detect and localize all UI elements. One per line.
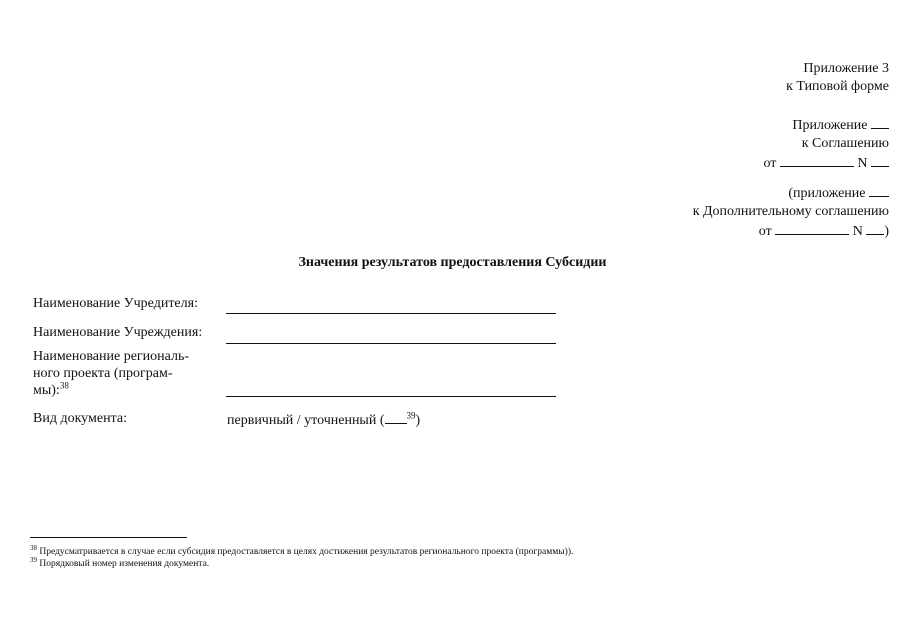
supplement-line-1	[693, 183, 889, 203]
supplement-appendix-blank	[869, 183, 889, 197]
appendix-line-2: к Типовой форме	[786, 79, 889, 94]
project-label-line-3	[33, 382, 189, 399]
supplement-block	[693, 183, 889, 241]
doc-type-value	[227, 410, 420, 429]
project-label-line-2: ного проекта (програм-	[33, 366, 173, 381]
agreement-number-blank	[871, 153, 889, 167]
doc-type-close-paren: )	[415, 413, 421, 428]
doc-type-label: Вид документа:	[33, 411, 127, 426]
supplement-number-blank	[866, 221, 884, 235]
footnote-39-ref: 39	[30, 555, 37, 564]
agreement-line-2: к Соглашению	[801, 136, 889, 151]
appendix-line-1: Приложение 3	[803, 61, 889, 76]
footnote-39	[30, 555, 210, 570]
supplement-date-blank	[775, 221, 849, 235]
footnote-38-text: Предусматривается в случае если субсидия предоставляется в целях достижения результатов регионального проекта (программы)).	[39, 547, 574, 557]
agreement-date-prefix: от	[763, 156, 777, 171]
footnote-separator	[30, 537, 187, 538]
doc-type-text: первичный / уточненный (	[227, 413, 385, 428]
agreement-appendix-blank	[871, 115, 889, 129]
project-label-text: мы):	[33, 383, 60, 398]
founder-label: Наименование Учредителя:	[33, 296, 198, 311]
project-label-line-1: Наименование региональ-	[33, 349, 190, 364]
founder-field-line	[226, 313, 556, 314]
agreement-number-prefix: N	[857, 156, 868, 171]
supplement-close-paren: )	[884, 224, 889, 239]
agreement-block	[763, 115, 889, 173]
project-label	[33, 348, 189, 399]
supplement-appendix-label: (приложение	[788, 186, 866, 201]
footnote-39-text: Порядковый номер изменения документа.	[39, 559, 210, 569]
doc-type-blank	[385, 410, 407, 424]
appendix-block	[786, 60, 889, 96]
footnote-ref-38: 38	[59, 380, 69, 391]
project-field-line	[226, 396, 556, 397]
supplement-line-3	[693, 221, 889, 241]
institution-label: Наименование Учреждения:	[33, 325, 203, 340]
footnote-38	[30, 543, 574, 558]
footnote-38-ref: 38	[30, 543, 37, 552]
supplement-date-prefix: от	[758, 224, 772, 239]
institution-field-line	[226, 343, 556, 344]
agreement-line-3	[763, 153, 889, 173]
supplement-line-2: к Дополнительному соглашению	[692, 204, 889, 219]
supplement-number-prefix: N	[852, 224, 863, 239]
footnote-ref-39: 39	[406, 410, 416, 421]
agreement-line-1	[763, 115, 889, 135]
agreement-appendix-label: Приложение	[792, 118, 868, 133]
document-title: Значения результатов предоставления Субсидии	[298, 255, 607, 270]
agreement-date-blank	[780, 153, 854, 167]
